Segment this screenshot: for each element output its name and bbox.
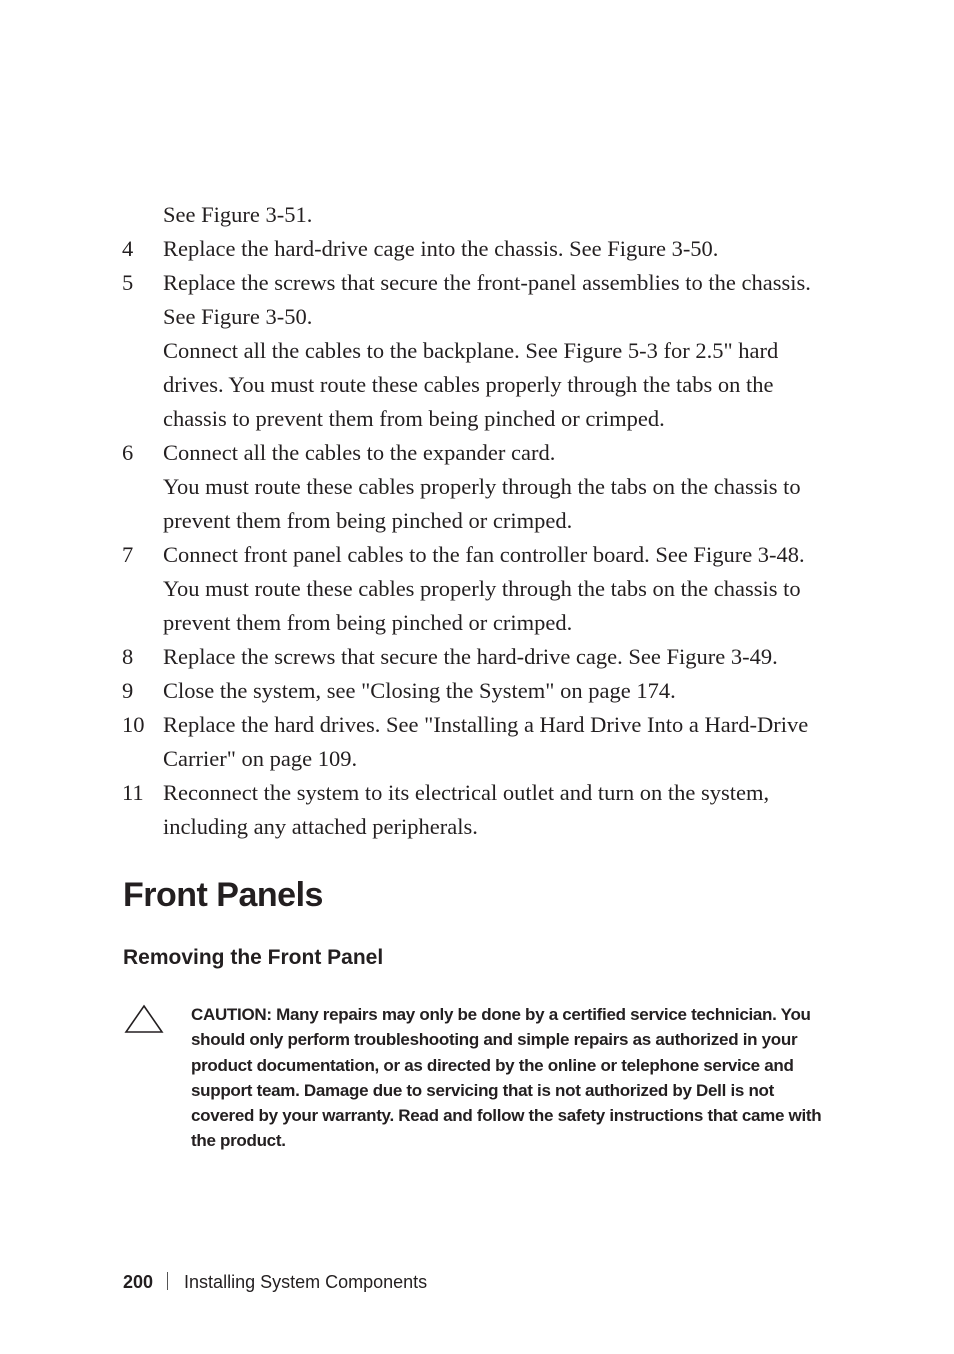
step-text: Replace the hard drives. See "Installing a Hard Drive Into a Hard-Drive: [163, 712, 809, 737]
step-number: 7: [122, 542, 134, 567]
step-line: [0, 232, 954, 266]
step-line: [0, 436, 954, 470]
step-line: [0, 708, 954, 742]
caution-line: the product.: [191, 1131, 286, 1151]
step-line: [0, 504, 954, 538]
procedure-steps: [0, 198, 954, 844]
caution-line: covered by your warranty. Read and follow the safety instructions that came with: [191, 1106, 822, 1126]
step-line: [0, 674, 954, 708]
page-footer: [123, 1272, 427, 1296]
step-text: drives. You must route these cables properly through the tabs on the: [163, 372, 774, 397]
step-text: prevent them from being pinched or crimped.: [163, 508, 573, 533]
step-line: [0, 300, 954, 334]
step-line: [0, 334, 954, 368]
step-line: [0, 776, 954, 810]
step-text: Connect all the cables to the backplane. See Figure 5-3 for 2.5" hard: [163, 338, 779, 363]
section-subtitle: Removing the Front Panel: [123, 946, 384, 969]
step-line: [0, 810, 954, 844]
step-line: [0, 402, 954, 436]
step-text: Close the system, see "Closing the System" on page 174.: [163, 678, 676, 703]
caution-line: CAUTION: Many repairs may only be done by a certified service technician. You: [191, 1005, 811, 1024]
chapter-title: Installing System Components: [184, 1272, 428, 1292]
step-text: Reconnect the system to its electrical outlet and turn on the system,: [163, 780, 770, 805]
step-line: [0, 640, 954, 674]
step-text: including any attached peripherals.: [163, 814, 478, 839]
step-line: [0, 606, 954, 640]
step-line: [0, 538, 954, 572]
step-line: [0, 368, 954, 402]
step-number: 11: [122, 780, 144, 805]
step-text: See Figure 3-51.: [163, 202, 313, 227]
footer-separator: [167, 1272, 168, 1290]
page-number: 200: [123, 1272, 154, 1292]
caution-line: should only perform troubleshooting and simple repairs as authorized in your: [191, 1030, 798, 1050]
step-line: [0, 572, 954, 606]
caution-line: product documentation, or as directed by the online or telephone service and: [191, 1055, 794, 1075]
step-text: You must route these cables properly through the tabs on the chassis to: [163, 474, 801, 499]
step-text: chassis to prevent them from being pinched or crimped.: [163, 406, 665, 431]
step-number: 5: [122, 270, 134, 295]
step-line: [0, 470, 954, 504]
step-text: Connect front panel cables to the fan controller board. See Figure 3-48.: [163, 542, 805, 567]
step-text: Replace the screws that secure the hard-drive cage. See Figure 3-49.: [163, 644, 778, 669]
caution-triangle-icon: [124, 1004, 164, 1034]
step-number: 8: [122, 644, 134, 669]
step-text: See Figure 3-50.: [163, 304, 313, 329]
step-text: Carrier" on page 109.: [163, 746, 358, 771]
step-text: Replace the screws that secure the front-panel assemblies to the chassis.: [163, 270, 811, 295]
step-number: 9: [122, 678, 134, 703]
step-text: Replace the hard-drive cage into the chassis. See Figure 3-50.: [163, 236, 719, 261]
caution-notice: [191, 1002, 871, 1154]
section-title: Front Panels: [123, 876, 323, 914]
step-line: [0, 742, 954, 776]
step-line: [0, 198, 954, 232]
step-text: prevent them from being pinched or crimped.: [163, 610, 573, 635]
step-text: Connect all the cables to the expander card.: [163, 440, 556, 465]
step-number: 4: [122, 236, 134, 261]
step-number: 10: [122, 712, 145, 737]
caution-line: support team. Damage due to servicing that is not authorized by Dell is not: [191, 1080, 774, 1100]
step-text: You must route these cables properly through the tabs on the chassis to: [163, 576, 801, 601]
step-line: [0, 266, 954, 300]
step-number: 6: [122, 440, 134, 465]
